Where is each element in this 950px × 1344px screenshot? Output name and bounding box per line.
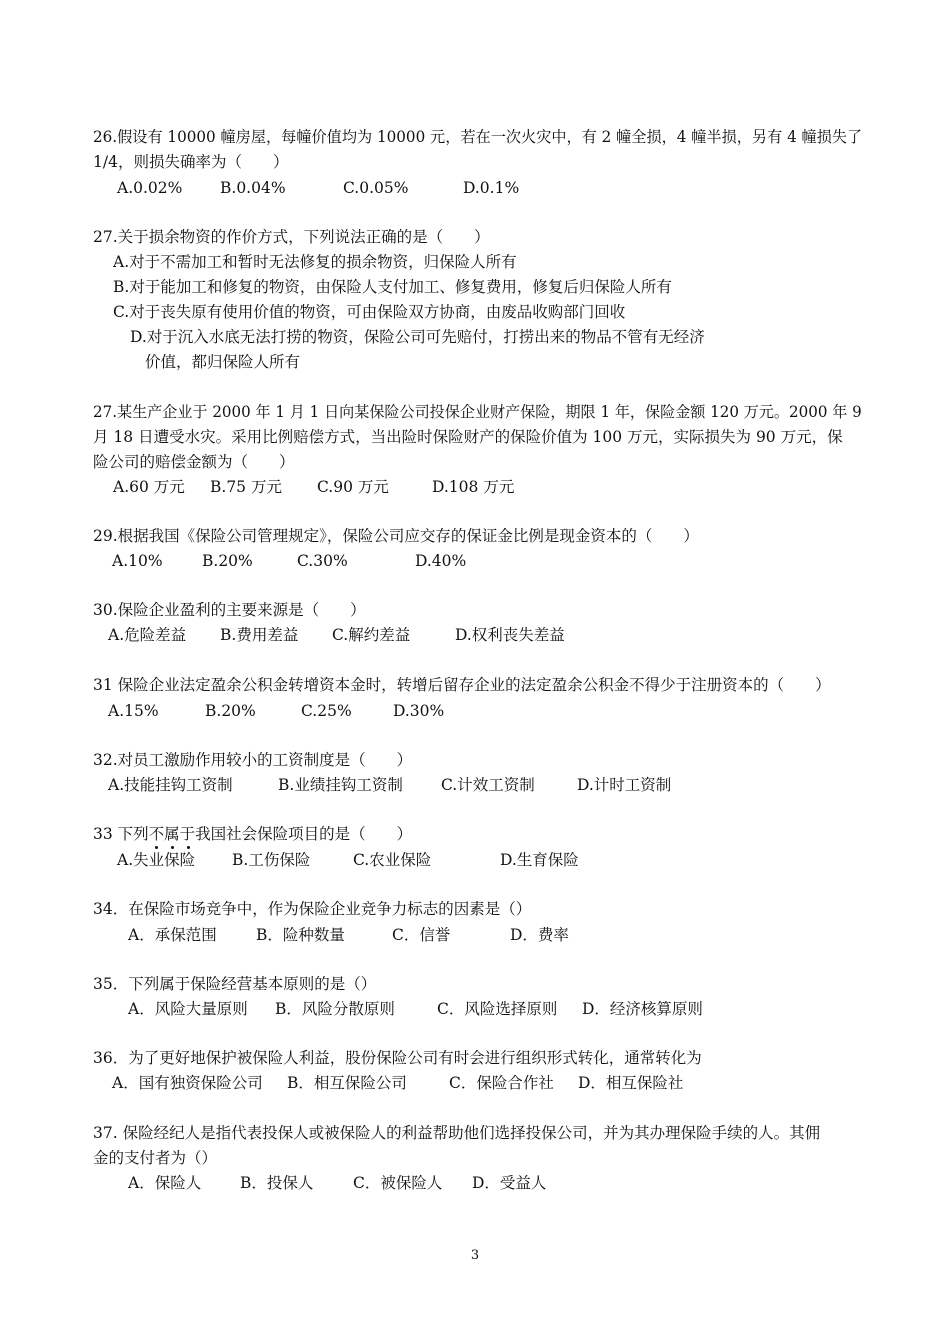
question-27a-stem: 27.关于损余物资的作价方式，下列说法正确的是（ ） [93, 228, 490, 246]
question-26-option-b: B.0.04% [220, 179, 286, 197]
question-27b-stem-line1: 27.某生产企业于 2000 年 1 月 1 日向某保险公司投保企业财产保险，期限 1 年，保险金额 120 万元。2000 年 9 [93, 403, 862, 421]
emphasis-dot-3 [187, 846, 190, 849]
emphasis-dots-3 [181, 842, 197, 843]
question-30-option-a: A.危险差益 [108, 626, 187, 644]
question-27b-option-a: A.60 万元 [113, 478, 185, 496]
question-33-stem-post: 我国社会保险项目的是（ ） [195, 825, 413, 843]
question-35-option-a: A．风险大量原则 [128, 1000, 248, 1018]
question-33-option-b: B.工伤保险 [232, 851, 311, 869]
question-27b-option-d: D.108 万元 [432, 478, 515, 496]
question-27b-stem-line2: 月 18 日遭受水灾。采用比例赔偿方式，当出险时保险财产的保险价值为 100 万元，实际损失为 90 万元，保 [93, 428, 843, 446]
question-31-option-c: C.25% [301, 702, 352, 720]
emphasis-dot-1 [155, 846, 158, 849]
question-27b-option-c: C.90 万元 [317, 478, 389, 496]
question-34-option-b: B．险种数量 [256, 926, 345, 944]
question-36-option-b: B．相互保险公司 [287, 1074, 407, 1092]
question-30-option-b: B.费用差益 [220, 626, 299, 644]
question-27b-stem-line3: 险公司的赔偿金额为（ ） [93, 453, 295, 471]
emphasis-dot-2 [171, 846, 174, 849]
page-number: 3 [470, 1248, 480, 1263]
question-36-option-a: A．国有独资保险公司 [112, 1074, 263, 1092]
question-37-option-c: C．被保险人 [353, 1174, 443, 1192]
question-31-option-a: A.15% [108, 702, 159, 720]
question-34-option-a: A．承保范围 [128, 926, 217, 944]
question-33-option-a: A.失业保险 [117, 851, 196, 869]
question-30-option-c: C.解约差益 [332, 626, 411, 644]
question-36-stem: 36．为了更好地保护被保险人利益，股份保险公司有时会进行组织形式转化，通常转化为 [93, 1049, 702, 1067]
question-26-option-c: C.0.05% [343, 179, 409, 197]
question-34-option-d: D．费率 [510, 926, 569, 944]
question-37-option-b: B．投保人 [240, 1174, 314, 1192]
question-32-option-b: B.业绩挂钩工资制 [278, 776, 403, 794]
question-27b-option-b: B.75 万元 [210, 478, 282, 496]
question-34-option-c: C．信誉 [392, 926, 451, 944]
question-31-stem: 31 保险企业法定盈余公积金转增资本金时，转增后留存企业的法定盈余公积金不得少于注册资本的（ ） [93, 676, 831, 694]
question-30-stem: 30.保险企业盈利的主要来源是（ ） [93, 601, 366, 619]
question-29-option-a: A.10% [112, 552, 163, 570]
question-32-option-a: A.技能挂钩工资制 [108, 776, 233, 794]
question-37-option-a: A．保险人 [128, 1174, 202, 1192]
emphasis-dots [149, 842, 165, 843]
question-29-option-d: D.40% [415, 552, 467, 570]
question-35-option-d: D．经济核算原则 [582, 1000, 703, 1018]
question-31-option-b: B.20% [205, 702, 256, 720]
question-33-stem-pre: 33 下列 [93, 825, 149, 843]
emphasis-dots-2 [165, 842, 181, 843]
question-36-option-d: D．相互保险社 [578, 1074, 684, 1092]
question-37-stem-line1: 37. 保险经纪人是指代表投保人或被保险人的利益帮助他们选择投保公司，并为其办理保险手续的人。其佣 [93, 1124, 821, 1142]
question-27a-option-a: A.对于不需加工和暂时无法修复的损余物资，归保险人所有 [113, 253, 517, 271]
question-36-option-c: C．保险合作社 [449, 1074, 554, 1092]
question-29-option-b: B.20% [202, 552, 253, 570]
question-31-option-d: D.30% [393, 702, 445, 720]
question-33-option-d: D.生育保险 [500, 851, 579, 869]
question-26-option-d: D.0.1% [463, 179, 520, 197]
question-27a-option-c: C.对于丧失原有使用价值的物资，可由保险双方协商，由废品收购部门回收 [113, 303, 626, 321]
question-27a-option-d: D.对于沉入水底无法打捞的物资，保险公司可先赔付，打捞出来的物品不管有无经济 [130, 328, 705, 346]
question-32-stem: 32.对员工激励作用较小的工资制度是（ ） [93, 751, 413, 769]
question-32-option-d: D.计时工资制 [577, 776, 672, 794]
question-32-option-c: C.计效工资制 [441, 776, 535, 794]
question-30-option-d: D.权利丧失差益 [455, 626, 565, 644]
question-26-stem-line1: 26.假设有 10000 幢房屋，每幢价值均为 10000 元，若在一次火灾中，有 2 幢全损，4 幢半损，另有 4 幢损失了 [93, 128, 863, 146]
question-37-stem-line2: 金的支付者为（） [93, 1149, 218, 1167]
question-33-emphasis-text: 不属于 [148, 825, 196, 843]
question-33-option-c: C.农业保险 [353, 851, 432, 869]
question-27a-option-d-cont: 价值，都归保险人所有 [145, 353, 301, 371]
question-26-stem-line2: 1/4，则损失确率为（ ） [93, 153, 289, 171]
question-33-emphasis [149, 825, 196, 843]
question-29-option-c: C.30% [297, 552, 348, 570]
question-27a-option-b: B.对于能加工和修复的物资，由保险人支付加工、修复费用，修复后归保险人所有 [113, 278, 672, 296]
question-33-stem [93, 824, 412, 844]
question-29-stem: 29.根据我国《保险公司管理规定》，保险公司应交存的保证金比例是现金资本的（ ） [93, 527, 699, 545]
question-35-stem: 35．下列属于保险经营基本原则的是（） [93, 975, 377, 993]
question-34-stem: 34．在保险市场竞争中，作为保险企业竞争力标志的因素是（） [93, 900, 532, 918]
question-37-option-d: D．受益人 [472, 1174, 547, 1192]
question-35-option-b: B．风险分散原则 [275, 1000, 395, 1018]
question-35-option-c: C．风险选择原则 [437, 1000, 558, 1018]
question-26-option-a: A.0.02% [117, 179, 183, 197]
